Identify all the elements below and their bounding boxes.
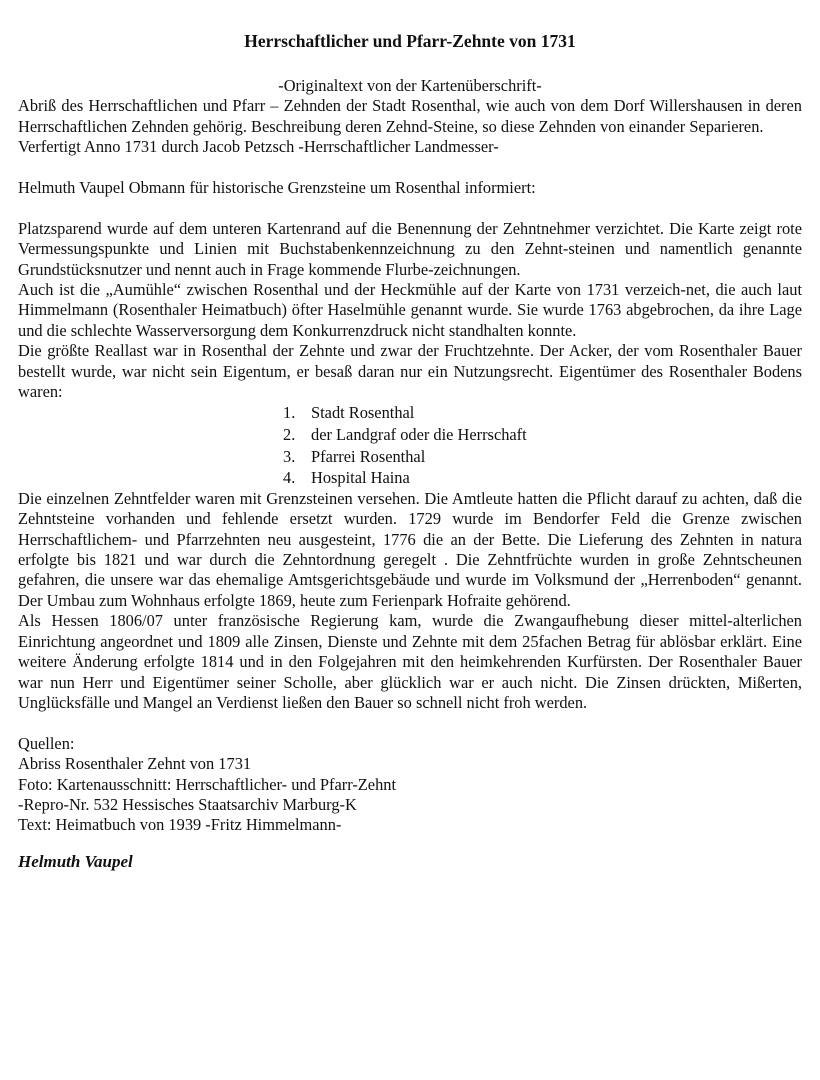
- map-caption-label: -Originaltext von der Kartenüberschrift-: [278, 76, 542, 95]
- spacer: [18, 198, 802, 218]
- list-item: [18, 402, 802, 424]
- list-number: 1.: [283, 403, 296, 423]
- original-map-text: Abriß des Herrschaftlichen und Pfarr – Zehnden der Stadt Rosenthal, wie auch von dem Dorf Willershausen in deren Herrschaftlichen Zehnden gehörig. Beschreibung deren Zehnd-Steine, so diese Zehnden von einander Separieren.: [18, 96, 802, 136]
- list-item: [18, 446, 802, 468]
- author-signature: Helmuth Vaupel: [18, 851, 133, 871]
- list-item-label: der Landgraf oder die Herrschaft: [311, 425, 527, 445]
- paragraph-reallast: Die größte Reallast war in Rosenthal der Zehnte und zwar der Fruchtzehnte. Der Acker, der vom Rosenthaler Bauer bestellt wurde, war nicht sein Eigentum, er besaß daran nur ein Nutzungsrecht. Eigentümer des Rosenthaler Bodens waren:: [18, 341, 802, 402]
- source-line: -Repro-Nr. 532 Hessisches Staatsarchiv Marburg-K: [18, 794, 357, 814]
- list-item-label: Hospital Haina: [311, 468, 410, 488]
- sources-heading: Quellen:: [18, 733, 75, 753]
- list-item-label: Pfarrei Rosenthal: [311, 446, 426, 466]
- surveyor-credit: Verfertigt Anno 1731 durch Jacob Petzsch -Herrschaftlicher Landmesser-: [18, 137, 499, 157]
- owners-list: [18, 402, 802, 488]
- list-number: 2.: [283, 425, 296, 445]
- author-intro: Helmuth Vaupel Obmann für historische Grenzsteine um Rosenthal informiert:: [18, 178, 536, 198]
- paragraph-zehntfelder: Die einzelnen Zehntfelder waren mit Grenzsteinen versehen. Die Amtleute hatten die Pflicht darauf zu achten, daß die Zehntsteine vorhanden und fehlende ersetzt wurden. 1729 wurde im Bendorfer Feld die Grenze zwischen Herrschaftlichem- und Pfarrzehnten neu ausgesteint, 1776 die an der Bette. Die Lieferung des Zehnten in natura erfolgte bis 1821 und war durch die Zehntordnung geregelt . Die Zehntfrüchte wurden in große Zehntscheunen gefahren, die unsere war das ehemalige Amtsgerichtsgebäude und wurde im Volksmund der „Herrenboden“ genannt. Der Umbau zum Wohnhaus erfolgte 1869, heute zum Ferienpark Hofraite gehörend.: [18, 488, 802, 610]
- paragraph-hessen-1806: Als Hessen 1806/07 unter französische Regierung kam, wurde die Zwangaufhebung dieser mittel-alterlichen Einrichtung angeordnet und 1809 alle Zinsen, Dienste und Zehnte mit dem 25fachen Betrag für ablösbar erklärt. Eine weitere Änderung erfolgte 1814 und in den Folgejahren mit den heimkehrenden Kurfürsten. Der Rosenthaler Bauer war nun Herr und Eigentümer seiner Scholle, aber glücklich war er auch nicht. Die Zinsen drückten, Mißerten, Unglücksfälle und Mangel an Verdienst ließen den Bauer so schnell nicht froh werden.: [18, 611, 802, 712]
- source-line: Abriss Rosenthaler Zehnt von 1731: [18, 754, 252, 774]
- list-item: [18, 467, 802, 489]
- page-title: Herrschaftlicher und Pfarr-Zehnte von 1731: [244, 31, 576, 51]
- paragraph-aumuehle: Auch ist die „Aumühle“ zwischen Rosenthal und der Heckmühle auf der Karte von 1731 verzeich-net, die auch laut Himmelmann (Rosenthaler Heimatbuch) öfter Haselmühle genannt wurde. Sie wurde 1763 abgebrochen, da ihre Lage und die schlechte Wasserversorgung dem Konkurrenzdruck nicht standhalten konnte.: [18, 280, 802, 340]
- source-line: Foto: Kartenausschnitt: Herrschaftlicher- und Pfarr-Zehnt: [18, 774, 397, 794]
- source-line: Text: Heimatbuch von 1939 -Fritz Himmelmann-: [18, 815, 342, 835]
- list-item: [18, 424, 802, 446]
- spacer: [18, 158, 802, 178]
- list-item-label: Stadt Rosenthal: [311, 403, 415, 423]
- paragraph-map-description: Platzsparend wurde auf dem unteren Kartenrand auf die Benennung der Zehntnehmer verzichtet. Die Karte zeigt rote Vermessungspunkte und Linien mit Buchstabenkennzeichnung zu den Zehnt-steinen und namentlich genannte Grundstücksnutzer und nennt auch in Frage kommende Flurbe-zeichnungen.: [18, 218, 802, 279]
- list-number: 4.: [283, 468, 296, 488]
- list-number: 3.: [283, 446, 296, 466]
- spacer: [18, 713, 802, 733]
